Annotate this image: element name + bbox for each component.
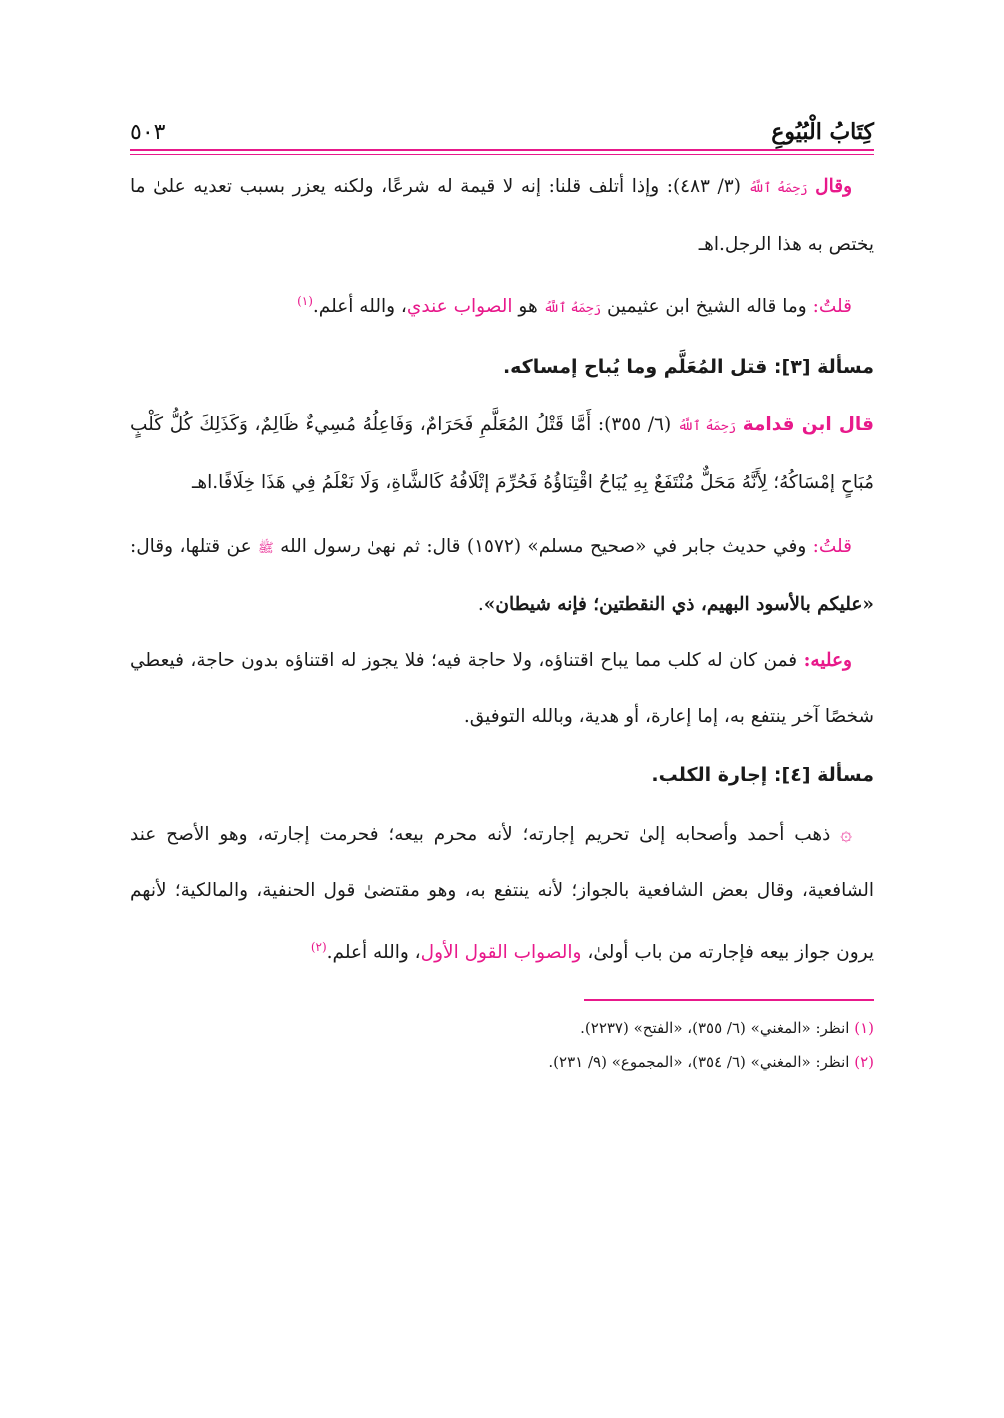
para3-text: : أَمَّا قَتْلُ المُعَلَّمِ فَحَرَامٌ، وَفَاعِلُهُ مُسِيءٌ ظَالِمٌ، وَكَذَلِكَ كُلُّ كَلْبٍ مُبَاحٍ إمْسَاكُهُ؛ لِأَنَّهُ مَحَلٌّ مُنْتَفَعٌ بِهِ يُبَاحُ اقْتِنَاؤُهُ فَحُرِّمَ إتْلَافُهُ كَالشَّاةِ، وَلَا نَعْلَمُ فِي هَذَا خِلَافًا.اهـ — [130, 414, 874, 494]
footnote-ref-2[interactable]: (٢) — [310, 940, 327, 955]
para4-lead: قلتُ: — [812, 536, 852, 558]
para6-highlight: والصواب القول الأول — [420, 942, 582, 964]
para4-text3: عن قتلها، وقال: — [130, 536, 258, 558]
page-number: ٥٠٣ — [130, 120, 166, 145]
footnote-number: (١) — [854, 1018, 874, 1037]
section-heading-3 — [130, 337, 874, 397]
book-title: كِتَابُ الْبُيُوعِ — [771, 119, 874, 145]
paragraph-5 — [130, 633, 874, 745]
footnote-separator — [584, 999, 874, 1001]
heading3-label: مسألة [٣]: — [773, 356, 874, 379]
flower-ornament-icon: ۞ — [840, 821, 852, 846]
paragraph-6 — [130, 805, 874, 981]
footnote-number: (٢) — [854, 1052, 874, 1071]
para1-ref: (٣/ ٤٨٣) — [672, 176, 741, 197]
page — [130, 105, 874, 1079]
para4-text1: وفي حديث جابر في — [646, 536, 813, 558]
footnote-text: انظر: «المغني» (٦/ ٣٥٥)، «الفتح» (٢٢٣٧). — [580, 1018, 855, 1037]
para5-text: فمن كان له كلب مما يباح اقتناؤه، ولا حاجة فيه؛ فلا يجوز له اقتناؤه بدون حاجة، فيعطي شخصًا آخر ينتفع به، إما إعارة، أو هدية، وبالله التوفيق. — [130, 650, 874, 728]
paragraph-2 — [130, 273, 874, 337]
honorific: رَحِمَهُ ٱللَّهُ — [748, 181, 808, 196]
para4-source: «صحيح مسلم» — [527, 536, 647, 558]
heading3-title: قتل المُعَلَّم وما يُباح إمساكه. — [502, 356, 774, 379]
para2-highlight: الصواب عندي — [406, 296, 513, 318]
para2-text1: وما قاله الشيخ ابن عثيمين — [601, 296, 813, 318]
para5-lead: وعليه: — [803, 650, 852, 672]
running-header — [130, 105, 874, 145]
footnote-text: انظر: «المغني» (٦/ ٣٥٤)، «المجموع» (٩/ ٢٣١). — [548, 1052, 855, 1071]
para6-text2: ، والله أعلم. — [326, 942, 421, 964]
heading4-title: إجارة الكلب. — [651, 764, 774, 787]
para2-text2: هو — [512, 296, 544, 318]
para3-ref: (٦/ ٣٥٥) — [604, 414, 678, 436]
para2-text3: ، والله أعلم. — [312, 296, 407, 318]
para4-hadith: «عليكم بالأسود البهيم، ذي النقطتين؛ فإنه شيطان» — [483, 594, 874, 616]
para2-lead: قلتُ: — [812, 296, 852, 318]
section-heading-4 — [130, 745, 874, 805]
para6-text: ذهب أحمد وأصحابه إلىٰ تحريم إجارته؛ لأنه محرم بيعه؛ فحرمت إجارته، وهو الأصح عند الشافعية، وقال بعض الشافعية بالجواز؛ لأنه ينتفع به، وهو مقتضىٰ قول الحنفية، والمالكية؛ لأنهم يرون جواز بيعه فإجارته من باب أولىٰ، — [130, 824, 874, 964]
footnote-2 — [130, 1045, 874, 1079]
paragraph-1 — [130, 159, 874, 273]
para4-text4: . — [477, 594, 484, 616]
paragraph-3 — [130, 397, 874, 511]
footnote-1 — [130, 1011, 874, 1045]
para4-text2: (١٥٧٢) قال: ثم نهىٰ رسول الله — [273, 536, 528, 558]
honorific: ﷺ — [257, 541, 274, 557]
header-rule-thin — [130, 154, 874, 155]
honorific: رَحِمَهُ ٱللَّهُ — [677, 419, 737, 435]
heading4-label: مسألة [٤]: — [773, 764, 874, 787]
footnote-ref-1[interactable]: (١) — [297, 294, 313, 308]
para3-lead: قال ابن قدامة — [742, 414, 874, 436]
para1-lead: وقال — [815, 176, 853, 197]
paragraph-4 — [130, 519, 874, 633]
header-rule-thick — [130, 149, 874, 151]
para1-text: : وإذا أتلف قلنا: إنه لا قيمة له شرعًا، ولكنه يعزر بسبب تعديه علىٰ ما يختص به هذا الرجل.اهـ — [130, 176, 874, 255]
honorific: رَحِمَهُ ٱللَّهُ — [543, 301, 602, 317]
